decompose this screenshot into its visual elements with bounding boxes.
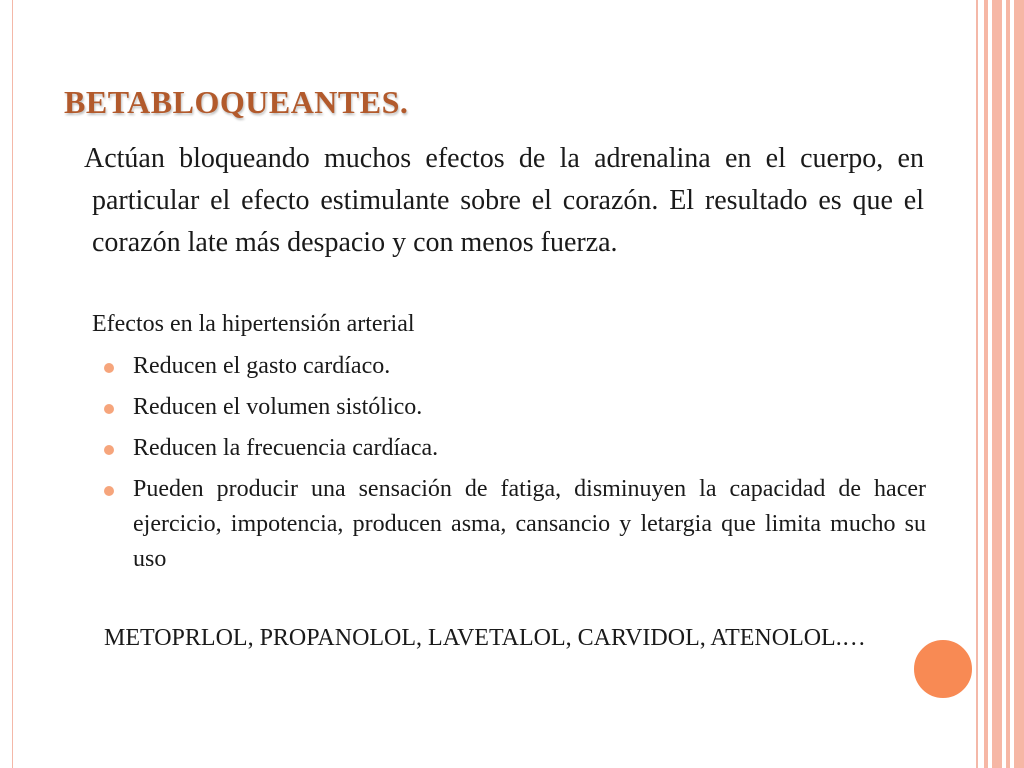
decorative-stripe — [1014, 0, 1024, 768]
list-item-text: Reducen el gasto cardíaco. — [133, 353, 391, 379]
bullet-icon — [104, 486, 114, 496]
effects-subheading: Efectos en la hipertensión arterial — [92, 311, 415, 337]
decorative-stripe — [984, 0, 988, 768]
list-item-text: Reducen el volumen sistólico. — [133, 394, 423, 420]
decorative-stripe — [992, 0, 1002, 768]
bullet-icon — [104, 363, 114, 373]
bullet-icon — [104, 445, 114, 455]
drug-list-text: METOPRLOL, PROPANOLOL, LAVETALOL, CARVIDOL, ATENOLOL.… — [104, 625, 866, 651]
list-item-text: Reducen la frecuencia cardíaca. — [133, 435, 439, 461]
list-item — [104, 390, 926, 425]
drug-list — [104, 620, 926, 656]
slide-title: BETABLOQUEANTES. — [64, 84, 409, 120]
list-item-text: Pueden producir una sensación de fatiga, disminuyen la capacidad de hacer ejercicio, impotencia, producen asma, cansancio y letargia que limita mucho su uso — [133, 476, 926, 572]
effects-list — [104, 349, 926, 583]
list-item — [104, 349, 926, 384]
decorative-stripe — [1006, 0, 1010, 768]
list-item — [104, 431, 926, 466]
bullet-icon — [104, 404, 114, 414]
intro-paragraph: Actúan bloqueando muchos efectos de la adrenalina en el cuerpo, en particular el efecto estimulante sobre el corazón. El resultado es que el corazón late más despacio y con menos fuerza. — [84, 143, 924, 258]
list-item — [104, 472, 926, 577]
